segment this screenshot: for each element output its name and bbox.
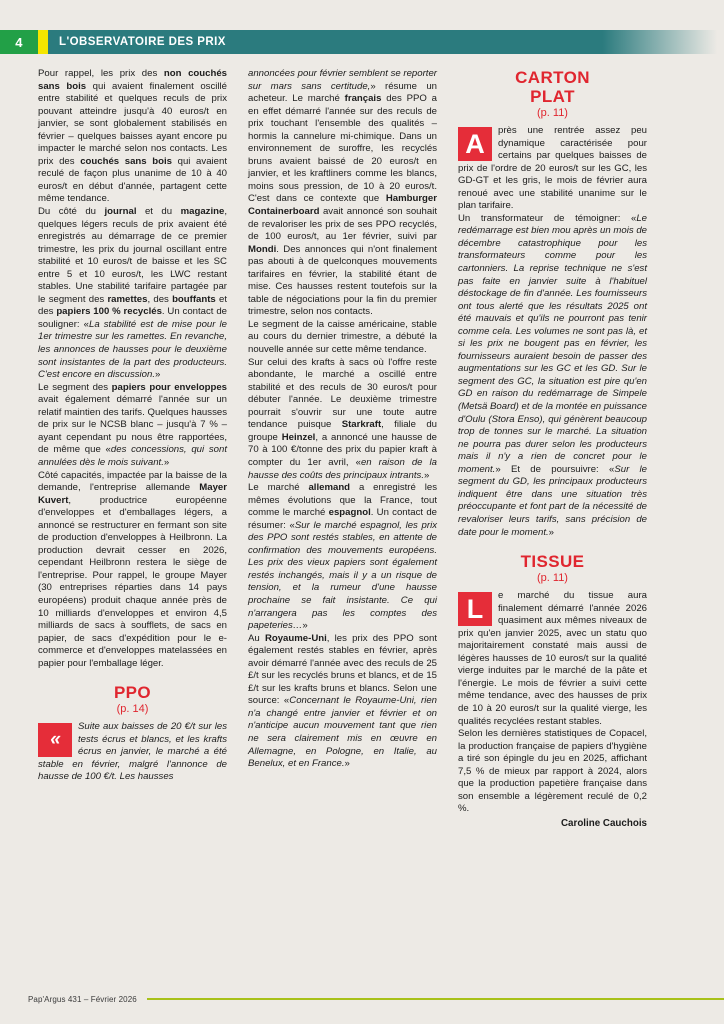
paragraph: Selon les dernières statistiques de Copacel, la production française de papiers d'hygiène a tiré son épingle du jeu en 2025, affichant 7,5 % de mieux par rapport à 2024, alors que la production papetière française dans son ensemble a légèrement reculé de 0,2 %. [458,728,647,815]
ppo-lead-text: Suite aux baisses de 20 €/t sur les tests écrus et blancs, et les krafts écrus en janvier, le marché a été stable en février, malgré l'annonce de hausse de 100 €/t. Les hausses [38,721,227,783]
column-1 [38,68,227,968]
spacer [458,539,647,552]
dropcap-letter-l: L [458,592,492,626]
paragraph: Côté capacités, impactée par la baisse de la demande, l'entreprise allemande Mayer Kuvert, productrice européenne d'enveloppes et d'emballages légers, a annoncé se restructurer en fermant son site de production d'enveloppes à Heilbronn. La production devrait cesser en 2026, cependant Heilbronn restera le siège de l'entreprise. Pour rappel, le groupe Mayer (30 entreprises réparties dans 14 pays européens) produit chaque année près de 10 milliards d'enveloppes et environ 4,5 milliards de sacs à soufflets, de sacs en papier, de sacs d'expédition pour le e-commerce et d'enveloppes matelassées en papier pour l'emballage léger. [38,469,227,669]
column-3 [458,68,647,968]
carton-plat-lead-paragraph [458,125,647,213]
author-byline: Caroline Cauchois [560,817,647,829]
page-footer [0,992,724,1006]
article-columns [38,68,686,968]
header-title-bar [48,30,724,54]
header-yellow-divider [38,30,48,54]
paragraph: Le segment de la caisse américaine, stable au cours du dernier trimestre, a débuté la nouvelle année sur cette même tendance. [248,318,437,356]
carton-plat-page-ref: (p. 11) [537,107,568,119]
page-number-badge: 4 [0,30,38,54]
paragraph: Un transformateur de témoigner: «Le redémarrage est bien mou après un mois de décembre catastrophique pour les transformateurs comme pour les cartonniers. La reprise technique ne s'est pas faite en janvier suite à l'habituel déstockage de fin d'année. Les fournisseurs ont tous alerté que les résultats 2025 ont été mauvais et qu'ils ne pourront pas tenir comme cela. Les volumes ne sont pas là, et si les prix ne bougent pas en février, les fournisseurs auraient besoin de passer des augmentations sur les GC et les GD. Sur le segment des GC, la situation est pire qu'en GD en raison du redémarrage de Simpele (Metsä Board) et de la montée en puissance d'Oulu (Stora Enso), qui génèrent beaucoup trop de tonnes sur le marché. La situation ne pourra pas durer selon les producteurs mais il n'y a rien de concret pour le moment.» Et de poursuivre: «Sur le segment du GD, les principaux producteurs indiquent être dans une situation très préoccupante et font part de la nécessité de revaloriser leurs tarifs, sans précision de date pour le moment.» [458,212,648,538]
dropcap-letter-a: A [458,127,492,161]
paragraph: annoncées pour février semblent se reporter sur mars sans certitude,» résume un acheteur. Le marché français des PPO a en effet démarré l'année sur des reculs de prix touchant l'ensemble des qualités – hormis la cannelure mi-chimique. Dans un environnement de suroffre, les recyclés bruns avaient baissé de 20 euros/t en janvier, et les kraftliners comme les blancs, moins sous pression, de 10 à 20 euros/t. C'est dans ce contexte que Hamburger Containerboard avait annoncé son souhait de revaloriser les prix de ses PPO recyclés, de 100 euros/t, au 1er février, suivi par Mondi. Des annonces qui n'ont finalement pas abouti à de quelconques mouvements tarifaires en février, la stabilité étant de mise. Ces hausses restent toutefois sur la table de négociations pour la fin du premier trimestre, selon nos contacts. [248,68,438,318]
paragraph: Au Royaume-Uni, les prix des PPO sont également restés stables en février, après avoir démarré l'année avec des reculs de 25 £/t sur les recyclés bruns et blancs, et de 15 £/t sur les krafts bruns et blancs. Selon une source: «Concernant le Royaume-Uni, rien n'a changé entre janvier et février et on n'anticipe aucun mouvement tant que rien ne sera clairement mis en œuvre en Allemagne, en Pologne, en Italie, au Benelux, et en France.» [248,632,438,770]
paragraph: Sur celui des krafts à sacs où l'offre reste abondante, le marché a oscillé entre stabilité et des reculs de 30 euros/t pour débuter l'année. Le deuxième trimestre pourrait s'ouvrir sur une toute autre tendance puisque Starkraft, filiale du groupe Heinzel, a annoncé une hausse de 70 à 100 €/tonne des prix du papier kraft à compter du 1er avril, «en raison de la hausse des coûts des principaux intrants.» [248,356,437,481]
tissue-lead-paragraph [458,590,647,728]
carton-plat-title-line2: PLAT [530,87,575,106]
footer-rule-line [147,998,724,999]
paragraph: Le segment des papiers pour enveloppes avait également démarré l'année sur un relatif maintien des tarifs. Quelques hausses de prix sur le NCSB blanc – jusqu'à 7 % – ayant cependant pu nous être rapportées, de même que «des concessions, qui sont annulées dès le mois suivant.» [38,381,227,468]
tissue-lead-text: e marché du tissue aura finalement démarré l'année 2026 quasiment aux mêmes niveaux de prix qu'en janvier 2025, avec un statu quo majoritairement constaté mais aussi de légères hausses de 10 euros/t sur la qualité vierge induites par le marché de la pâte et l'énergie. Le mois de février a suivi cette même tendance, avec des hausses de prix de 10 à 20 euros/t sur la qualité vierge, les qualités recyclées restant stables. [458,590,647,727]
tissue-section-title: TISSUE [520,552,585,572]
double-chevron-left-icon: « [38,723,72,757]
ppo-section-page-ref: (p. 14) [116,703,149,716]
page-header-banner [0,30,724,54]
ppo-lead-paragraph [38,721,227,784]
footer-publication-info: Pap'Argus 431 – Février 2026 [28,994,137,1004]
paragraph: Du côté du journal et du magazine, quelques légers reculs de prix avaient été enregistrés au démarrage de ce premier trimestre, les prix du journal oscillant entre stabilité et 10 euros/t de baisse et les SC entre 5 et 10 euros/t, les LWC restant stables. Une stabilité tarifaire partagée par le segment des ramettes, des bouffants et des papiers 100 % recyclés. Un contact de souligner: «La stabilité est de mise pour le 1er trimestre sur les ramettes. En revanche, les annonces de hausses pour le deuxième sont insistantes de la part des producteurs. C'est encore en discussion.» [38,206,228,381]
carton-plat-title-line1: CARTON [515,68,590,87]
section-title: L'OBSERVATOIRE DES PRIX [59,36,226,48]
spacer [38,670,227,683]
ppo-section-title: PPO [113,683,152,703]
column-2 [248,68,437,968]
tissue-section-page-ref: (p. 11) [537,572,568,585]
paragraph: Le marché allemand a enregistré les mêmes évolutions que la France, tout comme le marché espagnol. Un contact de résumer: «Sur le marché espagnol, les prix des PPO sont restés stables, en attente de confirmation des mouvements européens. Les prix des vieux papiers sont également restés inchangés, mais il y a un risque de tension, et la rumeur d'une hausse prochaine se fait insistante. Ce qui n'arrangera pas les comptes des papeteries…» [248,482,437,632]
paragraph: Pour rappel, les prix des non couchés sans bois qui avaient finalement oscillé entre stabilité et quelques reculs de prix pouvant atteindre jusqu'à 40 euros/t en janvier, se sont globalement stabilisés en février – quelques baisses ayant encore pu impacter le marché selon nos contacts. Les prix des couchés sans bois qui avaient reculé de façon plus unanime de 10 à 40 euros/t en début d'année, partagent cette même tendance. [38,68,227,205]
carton-plat-lead-text: près une rentrée assez peu dynamique caractérisée pour certains par quelques baisses de prix de l'ordre de 20 euros/t sur les GC, les GD-GT et les gris, le mois de février aura renoué avec une stabilité unanime sur le plan tarifaire. [458,125,647,212]
